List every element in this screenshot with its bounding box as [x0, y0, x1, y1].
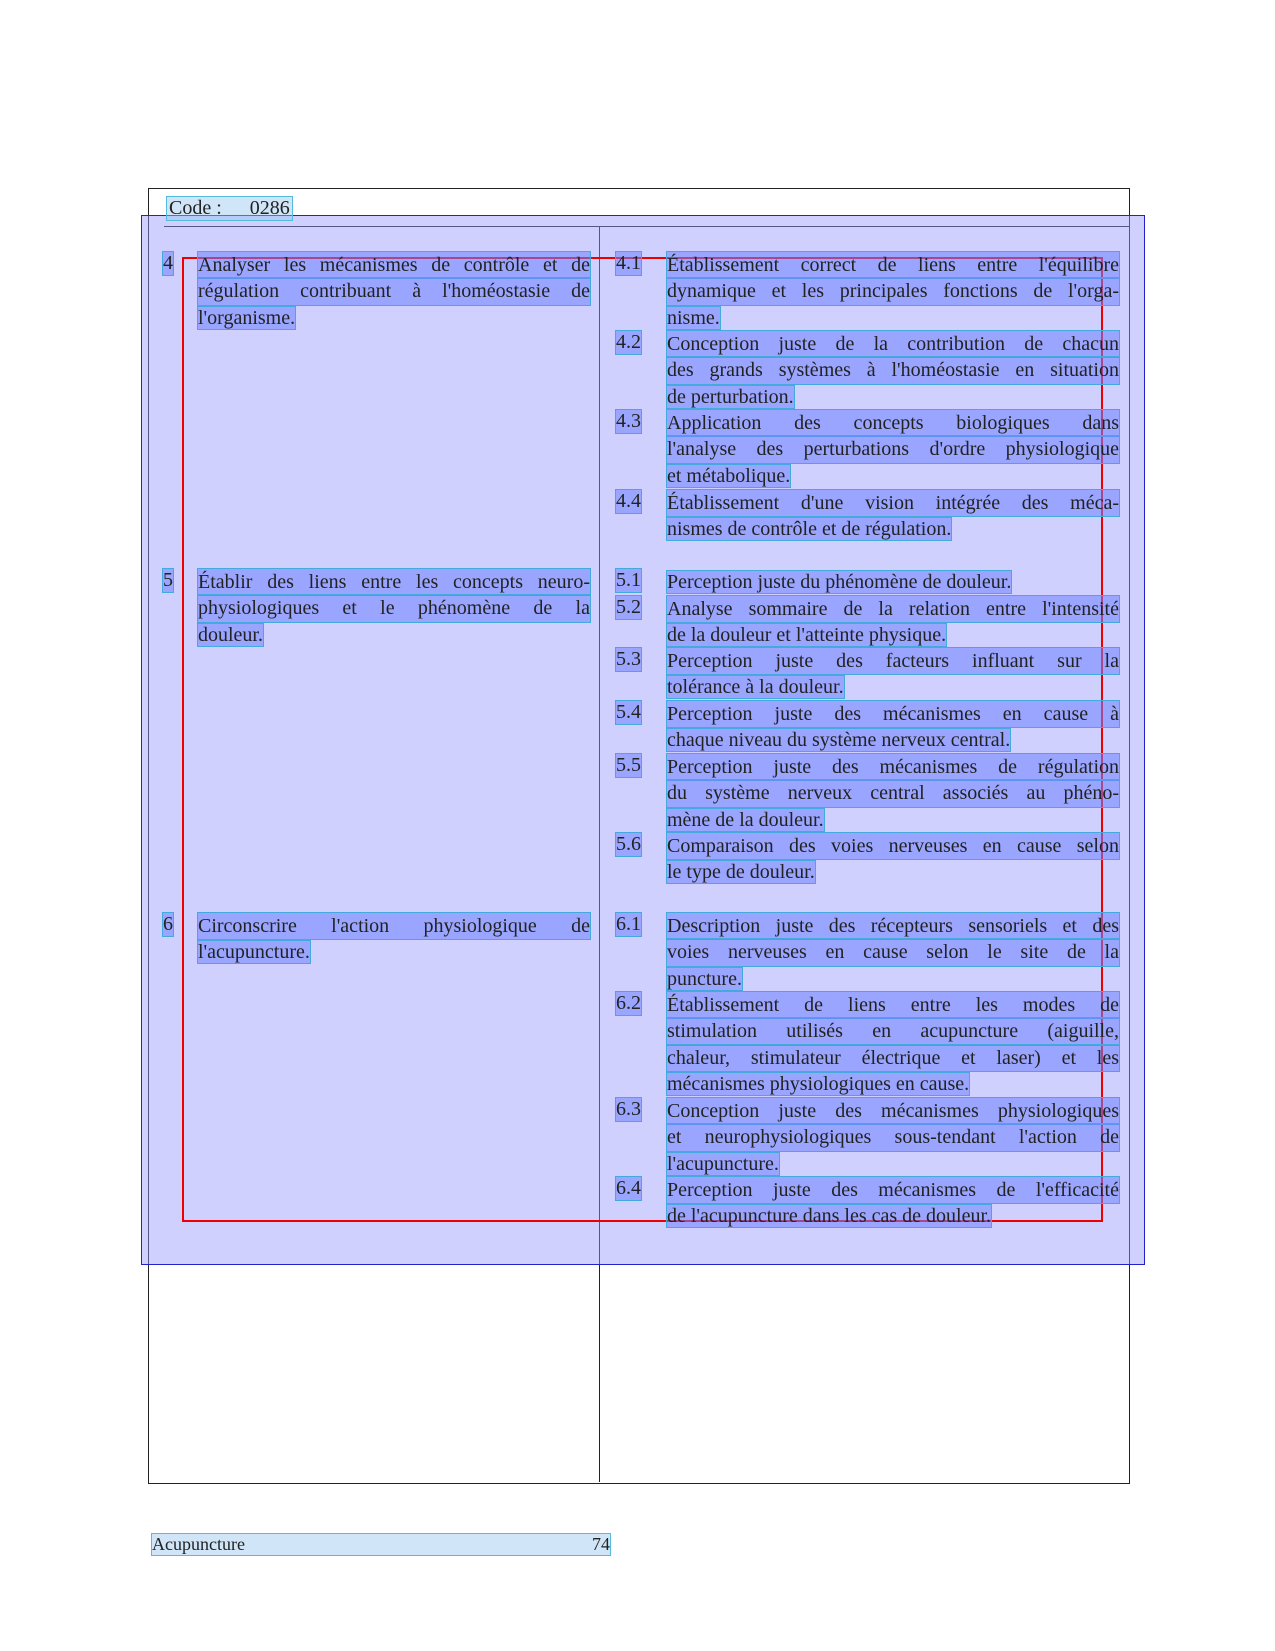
criterion-line: l'acupuncture. — [667, 1152, 779, 1175]
criterion-text — [667, 569, 1119, 595]
criterion-number: 5.2 — [616, 596, 641, 618]
criterion-line: Perception juste des mécanismes de régulation — [667, 754, 1119, 780]
criterion-number: 4.1 — [616, 252, 641, 274]
objective-line: physiologiques et le phénomène de la — [198, 595, 590, 621]
criterion-line: Établissement correct de liens entre l'équilibre — [667, 252, 1119, 278]
criterion-line: et métabolique. — [667, 464, 791, 487]
criterion-line: mécanismes physiologiques en cause. — [667, 1073, 970, 1096]
criterion-line: Établissement de liens entre les modes de — [667, 992, 1119, 1018]
criterion-line: Comparaison des voies nerveuses en cause selon — [667, 833, 1119, 859]
criterion-line: dynamique et les principales fonctions de l'orga- — [667, 278, 1119, 304]
criterion-line: de l'acupuncture dans les cas de douleur. — [667, 1205, 992, 1228]
objective-line: douleur. — [198, 623, 263, 646]
objective-text — [198, 569, 590, 648]
criterion-line: chaleur, stimulateur électrique et laser) et les — [667, 1045, 1119, 1071]
criterion-line: nisme. — [667, 306, 720, 329]
criterion-line: stimulation utilisés en acupuncture (aiguille, — [667, 1018, 1119, 1044]
criterion-number: 6.2 — [616, 992, 641, 1014]
criterion-line: chaque niveau du système nerveux central. — [667, 729, 1011, 752]
criterion-line: mène de la douleur. — [667, 808, 824, 831]
criterion-text — [667, 701, 1119, 754]
objective-line: l'organisme. — [198, 306, 296, 329]
criterion-line: Perception juste des facteurs influant sur la — [667, 648, 1119, 674]
criterion-line: du système nerveux central associés au phéno- — [667, 780, 1119, 806]
criterion-line: voies nerveuses en cause selon le site de la — [667, 939, 1119, 965]
criterion-line: l'analyse des perturbations d'ordre physiologique — [667, 436, 1119, 462]
criterion-line: des grands systèmes à l'homéostasie en situation — [667, 357, 1119, 383]
criterion-number: 5.1 — [616, 569, 641, 591]
criterion-line: Établissement d'une vision intégrée des méca- — [667, 490, 1119, 516]
objective-line: régulation contribuant à l'homéostasie de — [198, 278, 590, 304]
criterion-number: 5.6 — [616, 833, 641, 855]
criterion-line: Description juste des récepteurs sensoriels et des — [667, 913, 1119, 939]
criterion-text — [667, 490, 1119, 543]
criterion-line: Perception juste du phénomène de douleur. — [667, 571, 1012, 593]
criterion-number: 6.1 — [616, 913, 641, 935]
criterion-line: puncture. — [667, 967, 742, 990]
criterion-line: Application des concepts biologiques dans — [667, 410, 1119, 436]
criterion-text — [667, 992, 1119, 1098]
criterion-text — [667, 410, 1119, 489]
objective-number: 5 — [163, 569, 173, 591]
code-label: Code : — [169, 197, 222, 219]
criterion-line: tolérance à la douleur. — [667, 676, 844, 699]
criterion-line: nismes de contrôle et de régulation. — [667, 518, 952, 541]
objective-text — [198, 913, 590, 966]
code-value: 0286 — [249, 197, 290, 219]
criterion-number: 5.3 — [616, 648, 641, 670]
criterion-line: Conception juste des mécanismes physiologiques — [667, 1098, 1119, 1124]
objective-line: Analyser les mécanismes de contrôle et de — [198, 252, 590, 278]
criterion-number: 6.3 — [616, 1098, 641, 1120]
objective-line: l'acupuncture. — [198, 941, 310, 964]
criterion-text — [667, 1098, 1119, 1177]
code-field — [166, 196, 293, 221]
footer-title: Acupuncture — [152, 1534, 245, 1554]
criterion-text — [667, 913, 1119, 992]
criterion-line: Perception juste des mécanismes de l'efficacité — [667, 1177, 1119, 1203]
criterion-line: de perturbation. — [667, 385, 794, 408]
objective-text — [198, 252, 590, 331]
criterion-text — [667, 754, 1119, 833]
objective-line: Établir des liens entre les concepts neuro- — [198, 569, 590, 595]
objective-number: 6 — [163, 913, 173, 935]
criterion-line: et neurophysiologiques sous-tendant l'action de — [667, 1124, 1119, 1150]
criterion-number: 6.4 — [616, 1177, 641, 1199]
criterion-line: Perception juste des mécanismes en cause à — [667, 701, 1119, 727]
criterion-number: 4.4 — [616, 490, 641, 512]
criterion-text — [667, 596, 1119, 649]
criterion-number: 5.5 — [616, 754, 641, 776]
criterion-number: 4.3 — [616, 410, 641, 432]
criterion-text — [667, 648, 1119, 701]
page-number: 74 — [592, 1534, 610, 1554]
criterion-text — [667, 833, 1119, 886]
criterion-number: 4.2 — [616, 331, 641, 353]
criterion-line: le type de douleur. — [667, 861, 815, 884]
criterion-line: Analyse sommaire de la relation entre l'intensité — [667, 596, 1119, 622]
objective-number: 4 — [163, 252, 173, 274]
criterion-line: Conception juste de la contribution de chacun — [667, 331, 1119, 357]
criterion-text — [667, 252, 1119, 331]
objective-line: Circonscrire l'action physiologique de — [198, 913, 590, 939]
page-footer — [151, 1533, 611, 1556]
criterion-line: de la douleur et l'atteinte physique. — [667, 624, 947, 647]
criterion-number: 5.4 — [616, 701, 641, 723]
criterion-text — [667, 331, 1119, 410]
criterion-text — [667, 1177, 1119, 1230]
